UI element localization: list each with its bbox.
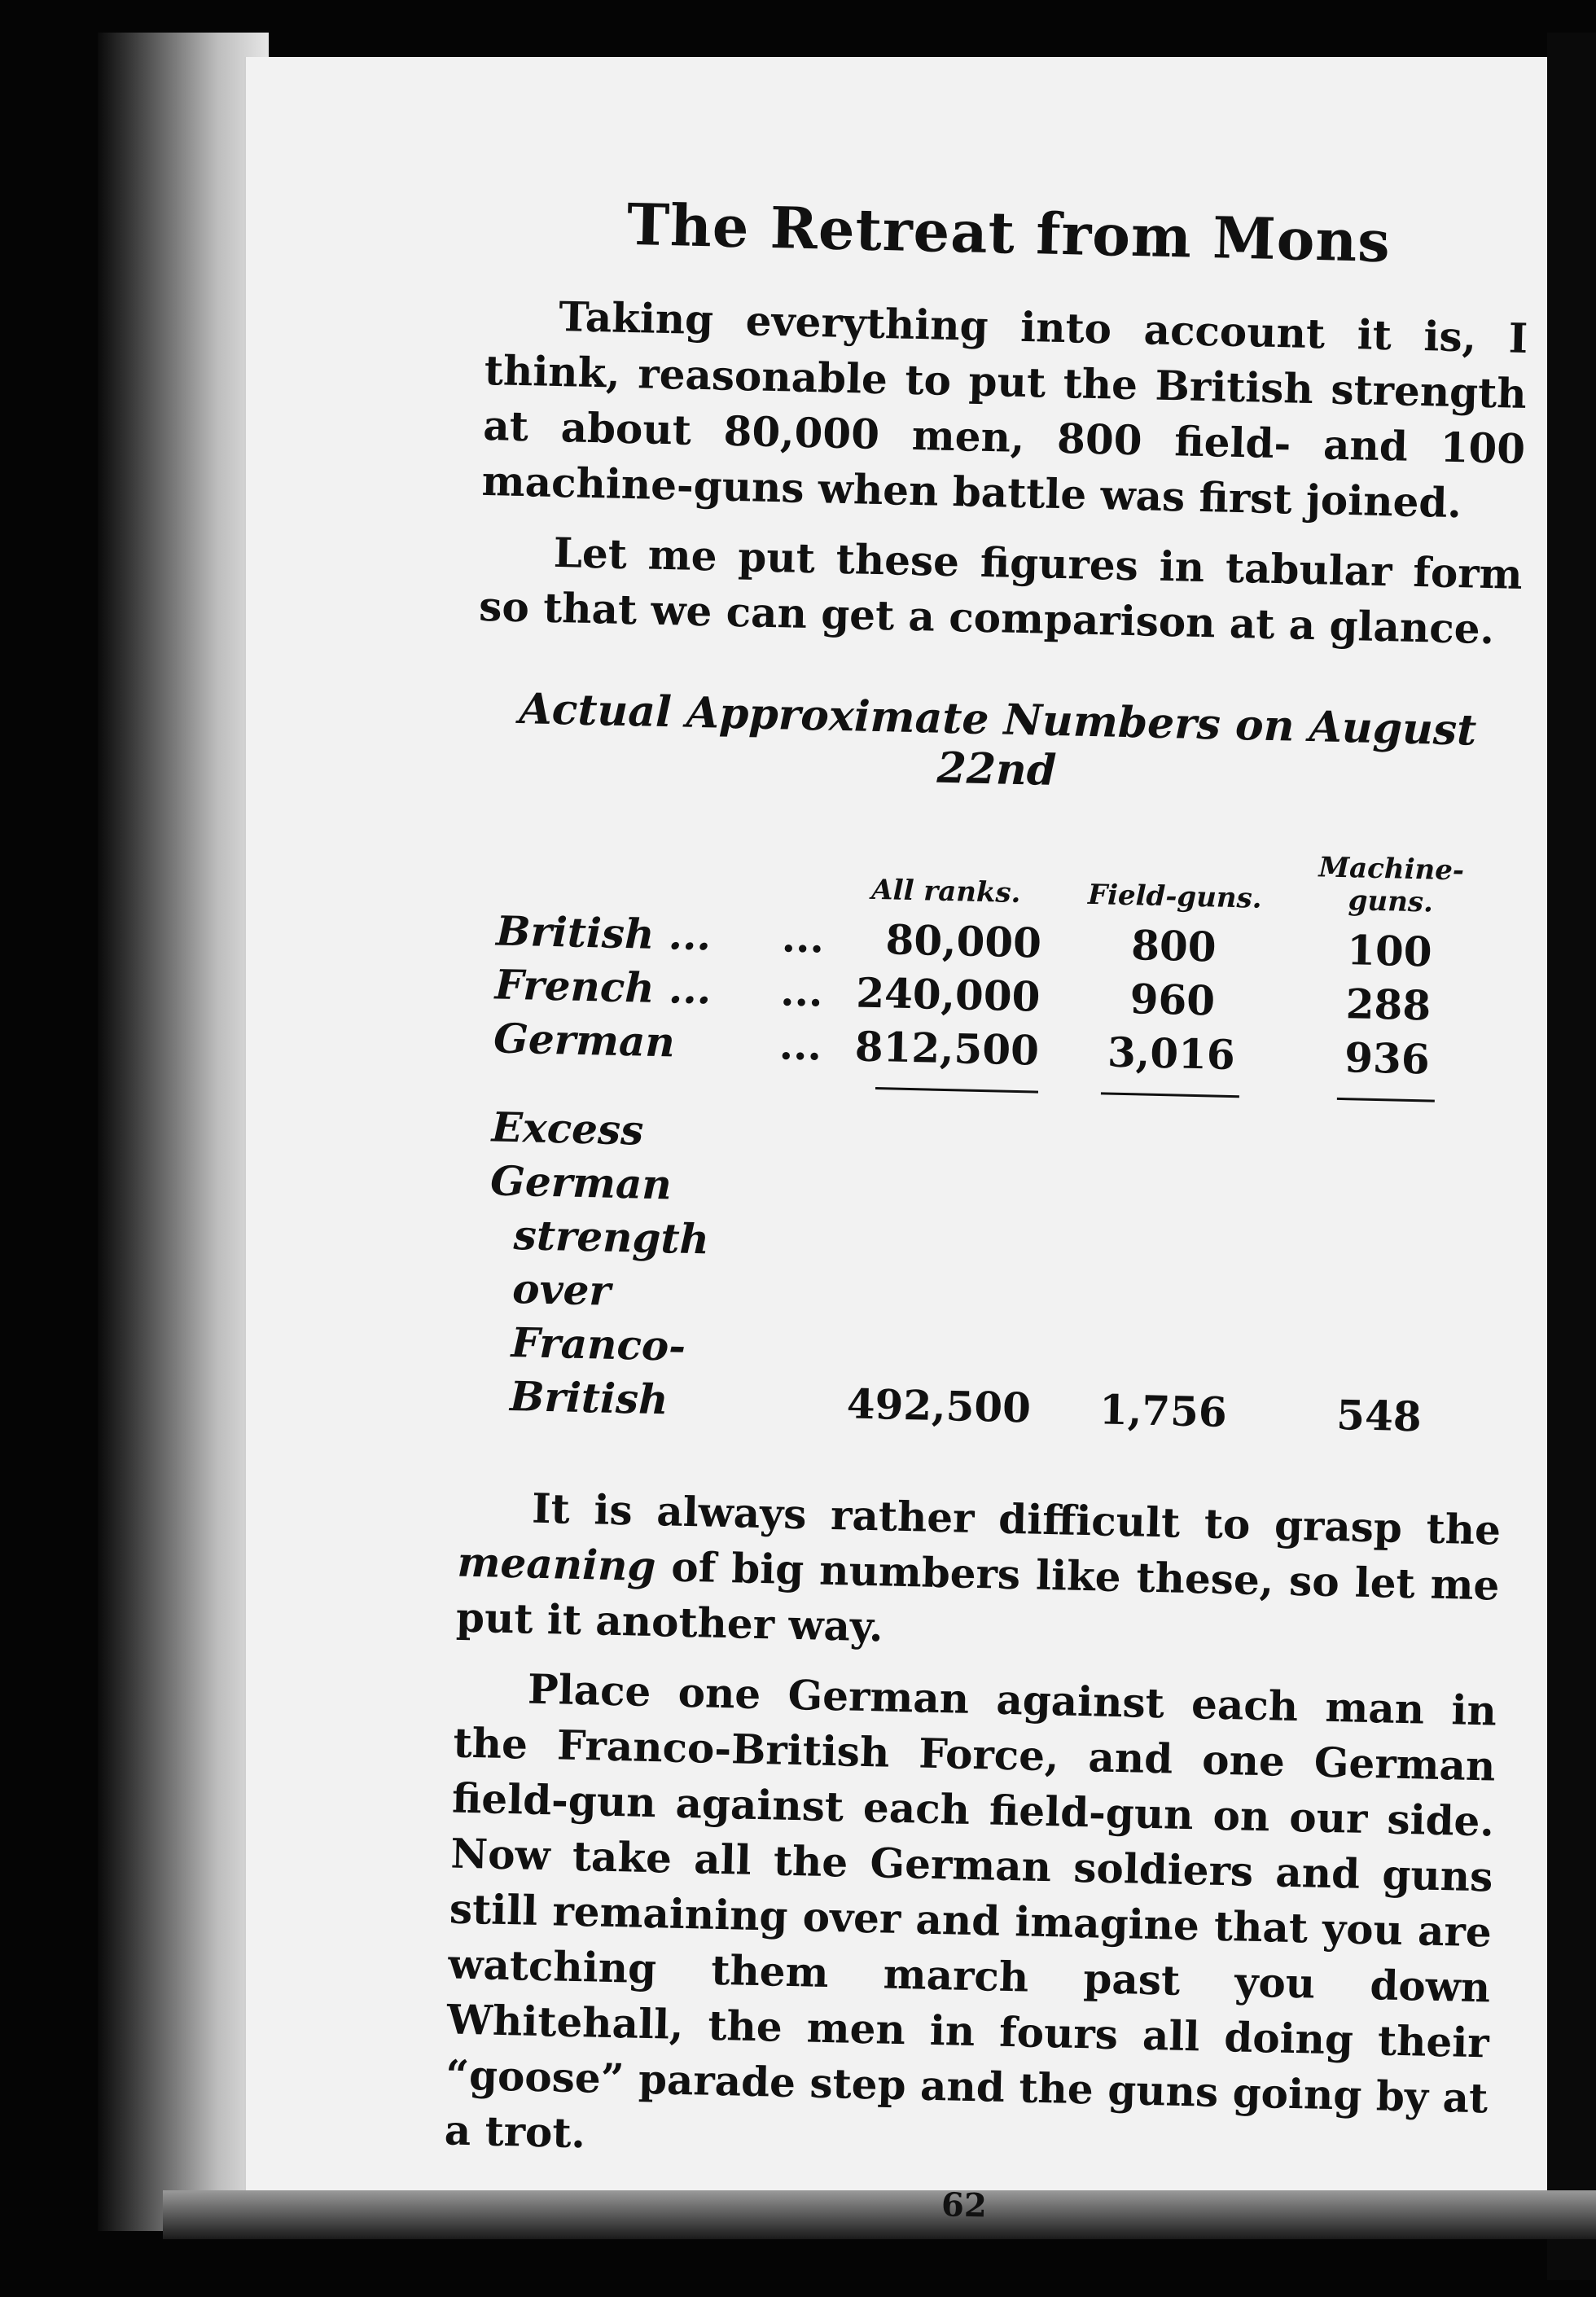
strength-table xyxy=(485,831,1500,1445)
page-title: The Retreat from Mons xyxy=(626,190,1392,276)
excess-label-line-3: Franco-British xyxy=(509,1318,686,1424)
page-number: 62 xyxy=(940,2185,988,2225)
row-label: British ... xyxy=(495,906,712,960)
page-content xyxy=(443,187,1531,2236)
header-blank xyxy=(497,831,748,910)
excess-label-line-2: strength over xyxy=(511,1211,710,1315)
row-leader: ... xyxy=(778,1020,822,1070)
row-label: German xyxy=(493,1014,676,1067)
paragraph-1: Taking everything into account it is, I think, reasonable to put the British strength at about 80,000 men, 800 field- and 100 machine-guns when battle was first joined. xyxy=(481,292,1528,528)
rule-line-machine xyxy=(1337,1098,1435,1102)
paragraph-3 xyxy=(455,1479,1501,1669)
paragraph-3-start: It is always rather difficult to grasp the xyxy=(531,1484,1502,1554)
paragraph-2: Let me put these figures in tabular form so that we can get a comparison at a glance. xyxy=(478,528,1524,654)
rule-line-field xyxy=(1101,1092,1239,1098)
cell-field: 960 xyxy=(1129,975,1216,1025)
cell-machine: 288 xyxy=(1345,980,1432,1030)
excess-row xyxy=(485,1100,1494,1445)
excess-field: 1,756 xyxy=(1098,1385,1228,1436)
rule-machine-cell xyxy=(1278,1083,1494,1123)
cell-ranks: 80,000 xyxy=(884,915,1042,967)
cell-machine: 936 xyxy=(1344,1033,1431,1084)
rule-line-ranks xyxy=(875,1087,1038,1094)
row-leader: ... xyxy=(779,967,824,1016)
excess-label-line-1: Excess German xyxy=(489,1102,673,1209)
row-label: French ... xyxy=(494,960,712,1014)
rule-ranks-cell xyxy=(820,1073,1063,1114)
header-all-ranks: All ranks. xyxy=(870,873,1021,910)
paragraph-4: Place one German against each man in the Franco-British Force, and one German field-gun against each field-gun on our side. Now take all the German soldiers and guns still remaining over and imagine that you are watching them march past you down Whitehall, the men in fours all doing their “goose” parade step and the guns going by at a trot. xyxy=(444,1664,1497,2158)
header-blank-leader xyxy=(747,837,826,911)
excess-label xyxy=(485,1100,821,1430)
scan-border-right xyxy=(1547,33,1596,2280)
excess-machine: 548 xyxy=(1335,1391,1423,1441)
excess-ranks: 492,500 xyxy=(846,1379,1032,1432)
cell-ranks: 240,000 xyxy=(855,968,1041,1021)
header-field-guns: Field-guns. xyxy=(1087,878,1263,915)
book-spine-edge xyxy=(98,33,269,2231)
cell-machine: 100 xyxy=(1346,926,1433,976)
paragraph-3-emphasis: meaning xyxy=(457,1537,657,1591)
row-leader: ... xyxy=(781,913,825,962)
table-title: Actual Approximate Numbers on August 22nd xyxy=(518,684,1477,796)
cell-field: 3,016 xyxy=(1107,1028,1236,1080)
cell-ranks: 812,500 xyxy=(854,1022,1040,1075)
rule-blank xyxy=(743,1071,821,1107)
header-machine-guns: Machine-guns. xyxy=(1318,851,1465,919)
rule-blank xyxy=(493,1065,743,1106)
rule-field-cell xyxy=(1062,1078,1278,1118)
paragraph-3-end: of big numbers like these, so let me put it another way. xyxy=(455,1542,1501,1651)
cell-field: 800 xyxy=(1130,921,1217,971)
